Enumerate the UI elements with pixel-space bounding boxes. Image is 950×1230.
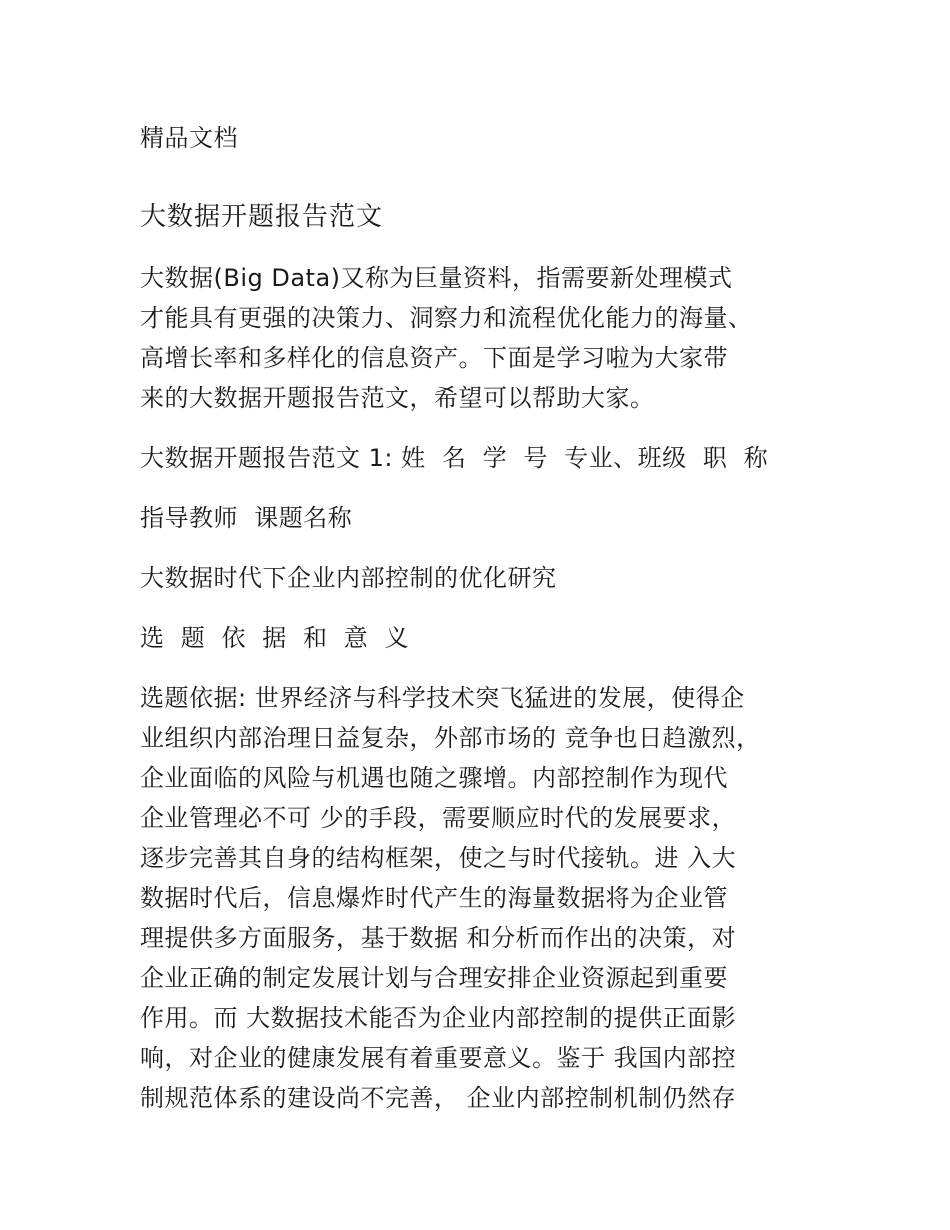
- body-line: 业组织内部治理日益复杂，外部市场的 竞争也日趋激烈，: [140, 724, 761, 752]
- form-line: 大数据开题报告范文 1: 姓 名 学 号 专业、班级 职 称: [140, 444, 769, 472]
- body-line: 企业正确的制定发展计划与合理安排企业资源起到重要: [140, 964, 728, 992]
- form-line: 指导教师 课题名称: [140, 504, 353, 532]
- intro-line: 高增长率和多样化的信息资产。下面是学习啦为大家带: [140, 344, 728, 372]
- body-line: 理提供多方面服务，基于数据 和分析而作出的决策，对: [140, 924, 737, 952]
- body-line: 企业面临的风险与机遇也随之骤增。内部控制作为现代: [140, 764, 728, 792]
- body-line: 响，对企业的健康发展有着重要意义。鉴于 我国内部控: [140, 1044, 737, 1072]
- intro-line: 才能具有更强的决策力、洞察力和流程优化能力的海量、: [140, 304, 753, 332]
- body-line: 制规范体系的建设尚不完善， 企业内部控制机制仍然存: [140, 1084, 737, 1112]
- body-line: 数据时代后，信息爆炸时代产生的海量数据将为企业管: [140, 884, 728, 912]
- intro-line: 大数据(Big Data)又称为巨量资料，指需要新处理模式: [140, 264, 733, 292]
- body-line: 逐步完善其自身的结构框架，使之与时代接轨。进 入大: [140, 844, 737, 872]
- document-title: 大数据开题报告范文: [140, 202, 384, 232]
- body-line: 选题依据: 世界经济与科学技术突飞猛进的发展，使得企: [140, 684, 745, 712]
- page-header: 精品文档: [140, 124, 238, 152]
- body-line: 企业管理必不可 少的手段，需要顺应时代的发展要求，: [140, 804, 737, 832]
- topic-title: 大数据时代下企业内部控制的优化研究: [140, 564, 557, 592]
- intro-line: 来的大数据开题报告范文，希望可以帮助大家。: [140, 384, 655, 412]
- section-heading: 选 题 依 据 和 意 义: [140, 624, 410, 652]
- body-line: 作用。而 大数据技术能否为企业内部控制的提供正面影: [140, 1004, 737, 1032]
